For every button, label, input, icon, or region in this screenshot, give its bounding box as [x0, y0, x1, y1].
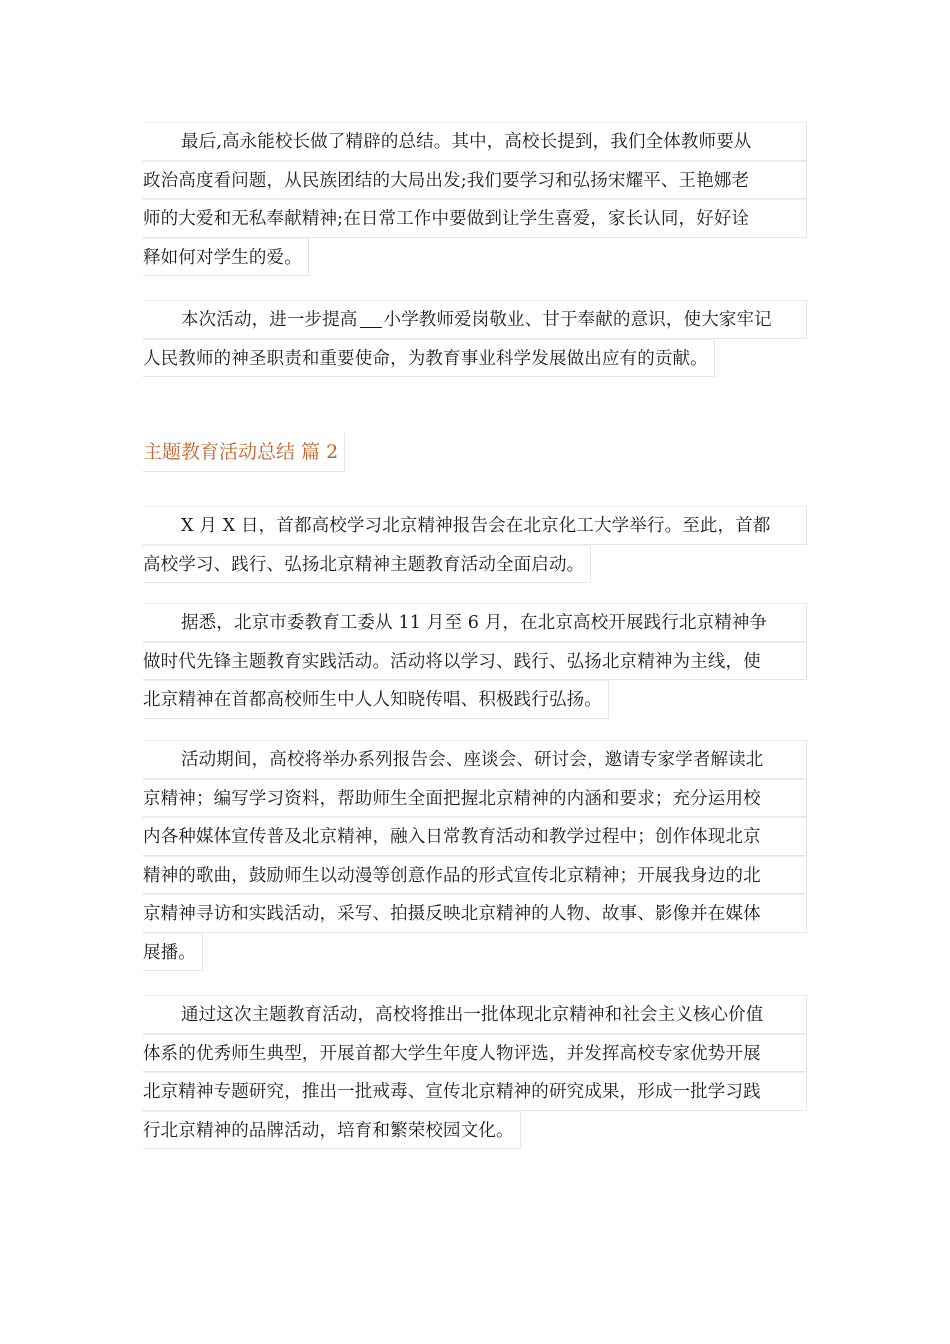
paragraph-line: 北京精神在首都高校师生中人人知晓传唱、积极践行弘扬。 — [143, 680, 609, 719]
paragraph-activities — [143, 740, 807, 975]
paragraph-background — [143, 603, 807, 723]
line-text-before-blank: 本次活动，进一步提高 — [181, 310, 358, 330]
paragraph-activity-impact — [143, 300, 807, 381]
paragraph-line: 精神的歌曲，鼓励师生以动漫等创意作品的形式宣传北京精神；开展我身边的北 — [143, 856, 807, 895]
fill-in-blank — [360, 313, 382, 328]
paragraph-line: 政治高度看问题，从民族团结的大局出发;我们要学习和弘扬宋耀平、王艳娜老 — [143, 161, 807, 200]
line-text-after-blank: 小学教师爱岗敬业、甘于奉献的意识，使大家牢记 — [383, 310, 772, 330]
paragraph-line: 行北京精神的品牌活动，培育和繁荣校园文化。 — [143, 1111, 521, 1150]
paragraph-line: 京精神寻访和实践活动，采写、拍摄反映北京精神的人物、故事、影像并在媒体 — [143, 894, 807, 933]
paragraph-line: 体系的优秀师生典型，开展首都大学生年度人物评选，并发挥高校专家优势开展 — [143, 1034, 807, 1073]
paragraph-line: 内各种媒体宣传普及北京精神，融入日常教育活动和教学过程中；创作体现北京 — [143, 817, 807, 856]
paragraph-launch — [143, 506, 807, 587]
paragraph-line: 据悉，北京市委教育工委从 11 月至 6 月，在北京高校开展践行北京精神争 — [143, 603, 807, 642]
section-heading: 主题教育活动总结 篇 2 — [143, 433, 345, 472]
paragraph-line — [143, 300, 807, 339]
paragraph-line: 释如何对学生的爱。 — [143, 238, 309, 277]
paragraph-summary — [143, 122, 807, 280]
paragraph-line: X 月 X 日，首都高校学习北京精神报告会在北京化工大学举行。至此，首都 — [143, 506, 807, 545]
paragraph-line: 北京精神专题研究，推出一批戒毒、宣传北京精神的研究成果，形成一批学习践 — [143, 1072, 807, 1111]
paragraph-outcomes — [143, 995, 807, 1153]
paragraph-line: 展播。 — [143, 933, 203, 972]
paragraph-line: 做时代先锋主题教育实践活动。活动将以学习、践行、弘扬北京精神为主线，使 — [143, 642, 807, 681]
paragraph-line: 活动期间，高校将举办系列报告会、座谈会、研讨会，邀请专家学者解读北 — [143, 740, 807, 779]
paragraph-line: 最后,高永能校长做了精辟的总结。其中，高校长提到，我们全体教师要从 — [143, 122, 807, 161]
paragraph-line: 通过这次主题教育活动，高校将推出一批体现北京精神和社会主义核心价值 — [143, 995, 807, 1034]
paragraph-line: 师的大爱和无私奉献精神;在日常工作中要做到让学生喜爱，家长认同，好好诠 — [143, 199, 807, 238]
paragraph-line: 人民教师的神圣职责和重要使命，为教育事业科学发展做出应有的贡献。 — [143, 339, 715, 378]
paragraph-line: 京精神；编写学习资料，帮助师生全面把握北京精神的内涵和要求；充分运用校 — [143, 779, 807, 818]
paragraph-line: 高校学习、践行、弘扬北京精神主题教育活动全面启动。 — [143, 545, 591, 584]
